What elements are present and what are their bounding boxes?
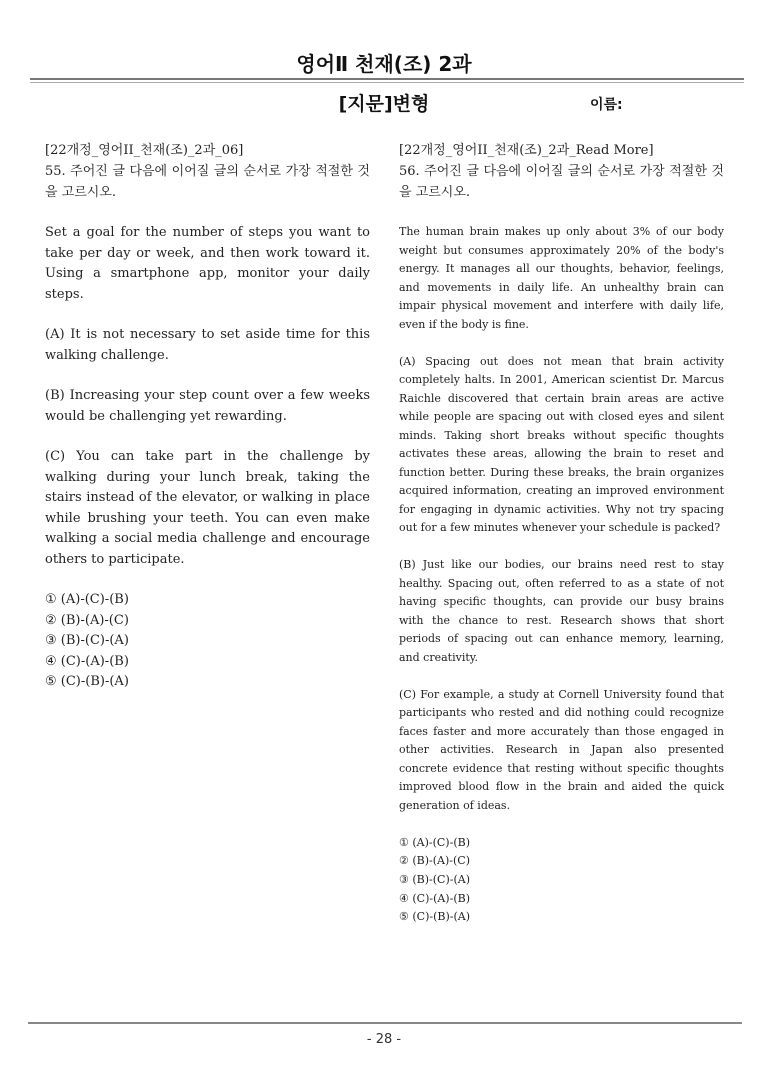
answer-choice: ② (B)-(A)-(C): [45, 612, 129, 628]
passage: [399, 223, 724, 815]
passage-part-c: (C) For example, a study at Cornell University found that participants who rested and did nothing could recognize faces faster and more accurately than those engaged in other activities. Research in Japan also presented concrete evidence that resting without specific thoughts improved blood flow in the brain and aided the quick generation of ideas.: [399, 687, 724, 812]
name-label: 이름:: [590, 97, 623, 113]
answer-choice: ④ (C)-(A)-(B): [45, 653, 129, 669]
question-stem: 56. 주어진 글 다음에 이어질 글의 순서로 가장 적절한 것을 고르시오.: [399, 164, 724, 200]
question-55-column: [45, 140, 370, 693]
question-source: [22개정_영어II_천재(조)_2과_06]: [45, 143, 244, 158]
footer-divider: [28, 1022, 742, 1024]
passage-part-a: (A) Spacing out does not mean that brain activity completely halts. In 2001, American scientist Dr. Marcus Raichle discovered that certain brain areas are active while people are spacing out with closed eyes and silent minds. Taking short breaks without specific thoughts activates these areas, allowing the brain to reset and function better. During these breaks, the brain organizes acquired information, creating an improved environment for engaging in dynamic activities. Why not try spacing out for a few minutes whenever your schedule is packed?: [399, 354, 724, 534]
answer-choices: [45, 590, 370, 693]
question-stem: 55. 주어진 글 다음에 이어질 글의 순서로 가장 적절한 것을 고르시오.: [45, 164, 370, 200]
answer-choices: [399, 834, 724, 928]
answer-choice: ④ (C)-(A)-(B): [399, 891, 470, 905]
header-divider-thin: [30, 82, 744, 83]
passage-intro: The human brain makes up only about 3% of our body weight but consumes approximately 20% of the body's energy. It manages all our thoughts, behavior, feelings, and movements in daily life. An unhealthy brain can impair physical movement and interfere with daily life, even if the body is fine.: [399, 225, 724, 331]
answer-choice: ① (A)-(C)-(B): [399, 835, 470, 849]
question-56-column: [399, 140, 724, 927]
passage-part-b: (B) Just like our bodies, our brains need rest to stay healthy. Spacing out, often referred to as a state of not having specific thoughts, can provide our busy brains with the chance to rest. Research shows that short periods of spacing out can enhance memory, learning, and creativity.: [399, 558, 724, 664]
passage-part-c: (C) You can take part in the challenge by walking during your lunch break, taking the stairs instead of the elevator, or walking in place while brushing your teeth. You can even make walking a social media challenge and encourage others to participate.: [45, 449, 370, 567]
header-divider: [30, 78, 744, 80]
passage-intro: Set a goal for the number of steps you want to take per day or week, and then work toward it. Using a smartphone app, monitor your daily steps.: [45, 225, 370, 302]
answer-choice: ⑤ (C)-(B)-(A): [45, 674, 129, 689]
page-subtitle: [지문]변형: [338, 93, 430, 115]
answer-choice: ⑤ (C)-(B)-(A): [399, 910, 470, 924]
answer-choice: ① (A)-(C)-(B): [45, 592, 129, 607]
answer-choice: ② (B)-(A)-(C): [399, 854, 470, 868]
page-number: - 28 -: [366, 1032, 402, 1047]
passage-part-a: (A) It is not necessary to set aside time for this walking challenge.: [45, 327, 370, 363]
passage-part-b: (B) Increasing your step count over a few weeks would be challenging yet rewarding.: [45, 388, 370, 424]
answer-choice: ③ (B)-(C)-(A): [399, 872, 470, 886]
question-source: [22개정_영어II_천재(조)_2과_Read More]: [399, 143, 654, 158]
passage: [45, 223, 370, 570]
answer-choice: ③ (B)-(C)-(A): [45, 633, 129, 648]
page-title: 영어Ⅱ 천재(조) 2과: [296, 52, 472, 76]
